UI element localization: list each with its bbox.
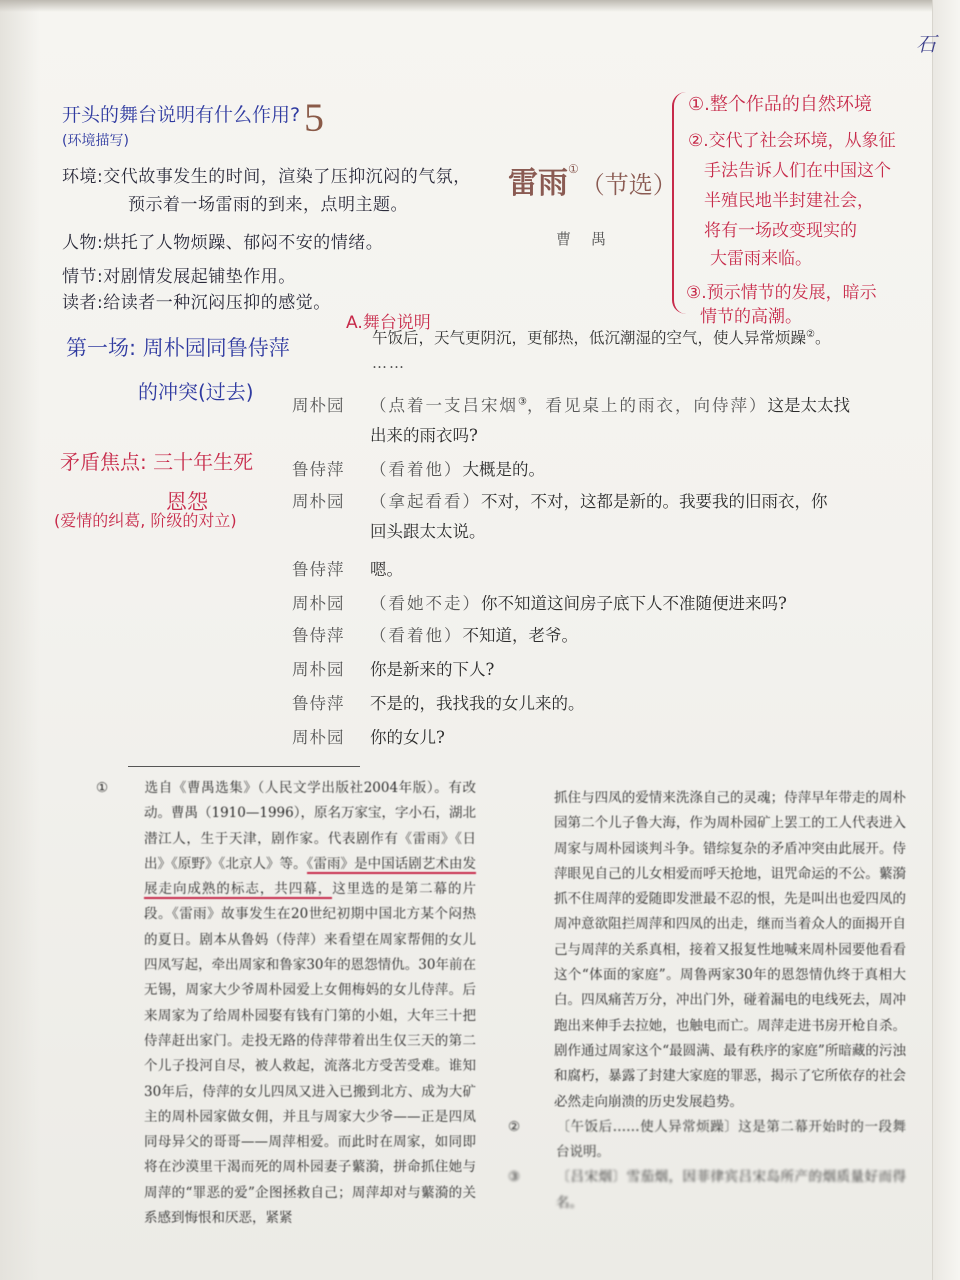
next-page-edge [932,0,960,1280]
annotation-environment-cont: 预示着一场雷雨的到来，点明主题。 [128,195,408,215]
annotation-right-2b: 手法告诉人们在中国这个 [704,161,891,181]
ellipsis: …… [372,354,406,372]
annotation-environment: 环境:交代故事发生的时间，渲染了压抑沉闷的气氛， [62,167,471,187]
dialogue-line: 周朴园 你的女儿? [292,728,445,747]
annotation-right-2e: 大雷雨来临。 [710,249,812,269]
footnote-column-right: 抓住与四凤的爱情来洗涤自己的灵魂；侍萍早年带走的周朴园第二个儿子鲁大海，作为周朴园矿上罢工的工人代表进入周家与周朴园谈判斗争。错综复杂的矛盾冲突由此展开。侍萍眼见自己的儿女相爱而呼天抢地，诅咒命运的不公。蘩漪抓不住周萍的爱随即发泄最不忍的恨，先是叫出也爱四凤的周冲意欲阻拦周萍和四凤的出走，继而当着众人的面揭开自己与周萍的关系真相，接着又报复性地喊来周朴园要他看看这个“体面的家庭”。周鲁两家30年的恩怨情仇终于真相大白。四凤痛苦万分，冲出门外，碰着漏电的电线死去，周冲跑出来伸手去拉她，也触电而亡。周萍走进书房开枪自杀。剧作通过周家这个“最圆满、最有秩序的家庭”所暗藏的污浊和腐朽，暴露了封建大家庭的罪恶，揭示了它所依存的社会必然走向崩溃的历史发展趋势。 ② 〔午饭后……使人异常烦躁〕这是第二幕开始时的一段舞台说明。 ③ 〔吕宋烟〕雪茄烟，因菲律宾吕宋岛所产的烟质量好而得名。 [508,790,906,1211]
annotation-stage-label: A.舞台说明 [346,313,431,333]
footnote-divider [128,766,360,767]
page-title: 雷雨①（节选） [508,162,677,201]
dialogue-line: 周朴园 （拿起看看）不对，不对，这都是新的。我要我的旧雨衣，你 回头跟太太说。 [292,492,828,541]
annotation-scene-title: 第一场: 周朴园同鲁侍萍 [66,336,290,360]
annotation-conflict-focus: 矛盾焦点: 三十年生死 [60,450,254,474]
page-number: 5 [304,95,324,140]
author: 曹禺 [556,230,627,248]
annotation-conflict-note: (爱情的纠葛, 阶级的对立) [54,511,237,530]
corner-handwriting: 石 [916,32,936,56]
annotation-scene-title-cont: 的冲突(过去) [138,380,254,404]
annotation-question: 开头的舞台说明有什么作用? [62,104,301,126]
annotation-right-2d: 将有一场改变现实的 [704,221,857,241]
annotation-conflict-focus-cont: 恩怨 [166,490,208,514]
footnote-marker: ② [508,1118,521,1135]
dialogue-line: 周朴园 （看她不走）你不知道这间房子底下人不准随便进来吗? [292,594,787,613]
dialogue-line: 周朴园 （点着一支吕宋烟③，看见桌上的雨衣，向侍萍）这是太太找 出来的雨衣吗? [292,396,850,445]
dialogue-line: 周朴园 你是新来的下人? [292,660,495,679]
dialogue-line: 鲁侍萍 （看着他）不知道，老爷。 [292,626,578,645]
annotation-character: 人物:烘托了人物烦躁、郁闷不安的情绪。 [62,233,384,253]
annotation-reader: 读者:给读者一种沉闷压抑的感觉。 [62,293,331,313]
dialogue-line: 鲁侍萍 不是的，我找我的女儿来的。 [292,694,585,713]
dialogue-line: 鲁侍萍 （看着他）大概是的。 [292,460,545,479]
footnote-column-left: ① 选自《曹禺选集》（人民文学出版社2004年版）。有改动。曹禺（1910—1996），原名万家宝，字小石，湖北潜江人，生于天津，剧作家。代表剧作有《雷雨》《日出》《原野》《北京人》等。《雷雨》是中国话剧艺术由发展走向成熟的标志，共四幕，这里选的是第二幕的片段。《雷雨》故事发生在20世纪初期中国北方某个闷热的夏日。剧本从鲁妈（侍萍）来看望在周家帮佣的女儿四凤写起，牵出周家和鲁家30年的恩怨情仇。30年前在无锡，周家大少爷周朴园爱上女佣梅妈的女儿侍萍。后来周家为了给周朴园娶有钱有门第的小姐，大年三十把侍萍赶出家门。走投无路的侍萍带着出生仅三天的第二个儿子投河自尽，被人救起，流落北方受苦受难。谁知30年后，侍萍的女儿四凤又进入已搬到北方、成为大矿主的周朴园家做女佣，并且与周家大少爷——正是四凤同母异父的哥哥——周萍相爱。而此时在周家，如同即将在沙漠里干渴而死的周朴园妻子蘩漪，拼命抓住她与周萍的“罪恶的爱”企图拯救自己；周萍却对与蘩漪的关系感到悔恨和厌恶，紧紧 [120,776,476,1231]
footnote-marker: ① [96,780,109,796]
annotation-right-2: ②.交代了社会环境，从象征 [688,131,896,151]
title-footnote-ref: ① [568,162,579,176]
annotation-right-2c: 半殖民地半封建社会， [704,191,874,211]
annotation-plot: 情节:对剧情发展起铺垫作用。 [62,267,296,287]
annotation-right-3b: 情节的高潮。 [700,307,802,327]
top-shadow [0,0,960,12]
annotation-right-3: ③.预示情节的发展，暗示 [686,283,877,303]
annotation-question-sub: (环境描写) [62,133,129,149]
stage-direction: 午饭后，天气更阴沉，更郁热，低沉潮湿的空气，使人异常烦躁②。 [372,328,831,347]
annotation-right-1: ①.整个作品的自然环境 [688,94,872,115]
footnote-marker: ③ [508,1169,521,1186]
dialogue-line: 鲁侍萍 嗯。 [292,560,403,579]
red-underline: 《雷雨》是中国话剧艺术由发展走向成熟的标志，共四幕， [144,855,477,898]
